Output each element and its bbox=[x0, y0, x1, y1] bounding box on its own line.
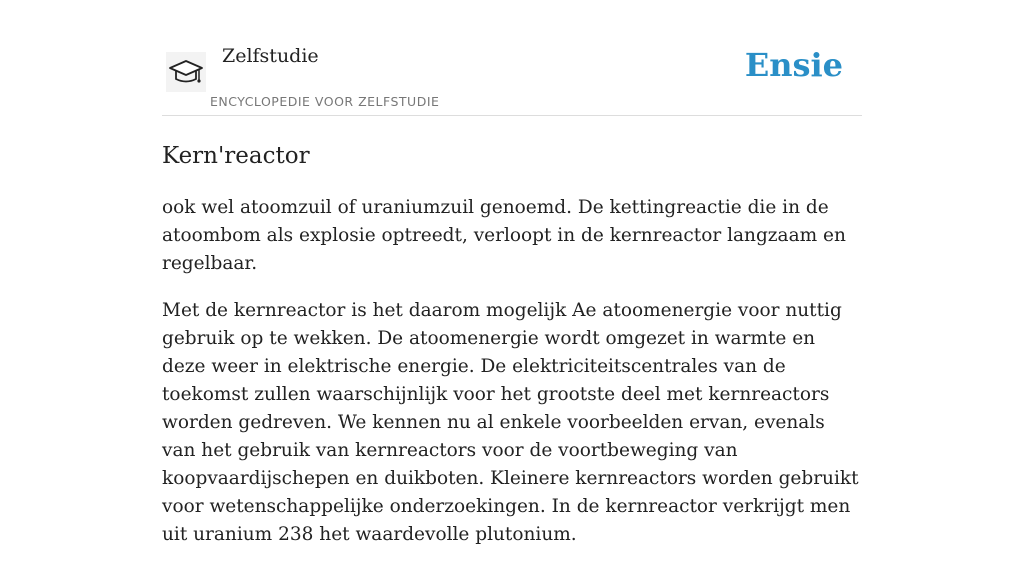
graduation-cap-icon[interactable] bbox=[166, 52, 206, 92]
article-paragraph: Met de kernreactor is het daarom mogelijk Ae atoomenergie voor nuttig gebruik op te wekken. De atoomenergie wordt omgezet in warmte en deze weer in elektrische energie. De elektriciteitscentrales van de toekomst zullen waarschijnlijk voor het grootste deel met kernreactors worden gedreven. We kennen nu al enkele voorbeelden ervan, evenals van het gebruik van kernreactors voor de voortbeweging van koopvaardijschepen en duikboten. Kleinere kernreactors worden gebruikt voor wetenschappelijke onderzoekingen. In de kernreactor verkrijgt men uit uranium 238 het waardevolle plutonium. bbox=[162, 300, 859, 545]
article-paragraph: ook wel atoomzuil of uraniumzuil genoemd. De kettingreactie die in de atoombom als explosie optreedt, verloopt in de kernreactor langzaam en regelbaar. bbox=[162, 197, 846, 274]
site-name-link[interactable]: Zelfstudie bbox=[222, 45, 319, 67]
page bbox=[162, 0, 862, 568]
brand-logo-link[interactable]: Ensie bbox=[744, 46, 843, 84]
site-header bbox=[162, 0, 862, 116]
article-title: Kern'reactor bbox=[162, 143, 310, 169]
article-body bbox=[162, 194, 862, 549]
site-tagline: ENCYCLOPEDIE VOOR ZELFSTUDIE bbox=[210, 94, 440, 109]
